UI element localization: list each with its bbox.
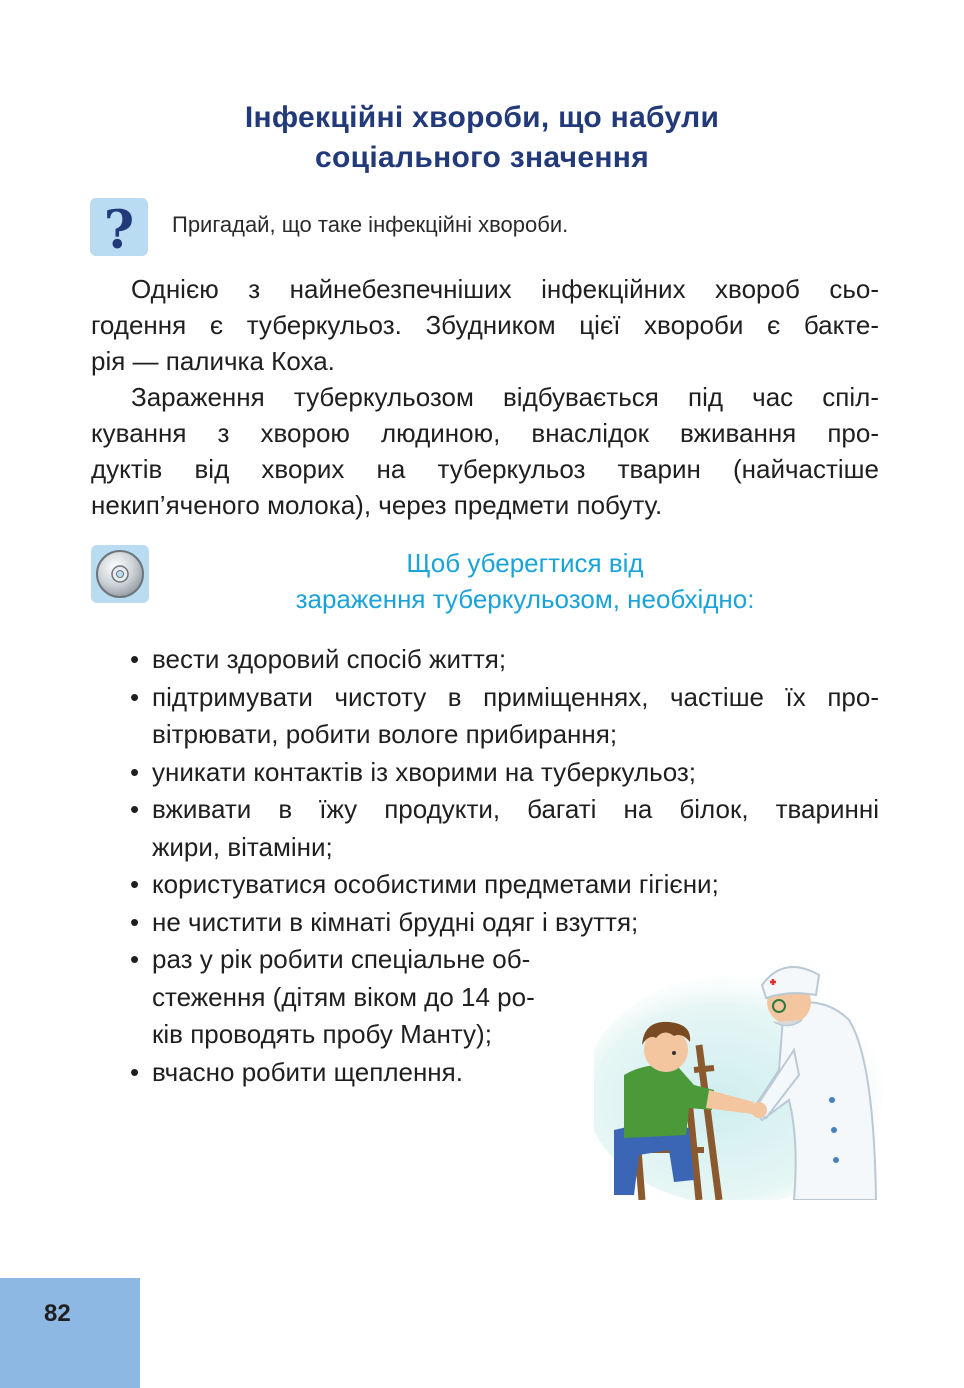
paragraph-tuberculosis-intro [91, 271, 879, 379]
paragraph-line: дуктів від хворих на туберкульоз тварин (найчастіше [91, 454, 879, 484]
list-item [130, 791, 879, 866]
page-number-box [0, 1278, 140, 1388]
list-item-line: стеження (дітям віком до 14 ро- [152, 981, 535, 1012]
paragraph-line: некип’яченого молока), через предмети побуту. [91, 490, 663, 520]
paragraph-infection-ways [91, 379, 879, 523]
paragraph-line: Зараження туберкульозом відбувається під час спіл- [131, 382, 879, 412]
list-item-line: • уникати контактів із хворими на туберкульоз; [152, 756, 697, 787]
subheading-line-1: Щоб уберегтися від [406, 548, 644, 578]
list-item-line: жири, вітаміни; [152, 831, 333, 862]
list-item-line: • вчасно робити щеплення. [152, 1056, 463, 1087]
list-item [130, 641, 879, 679]
subheading [0, 545, 964, 617]
list-item-line: ків проводять пробу Манту); [152, 1019, 492, 1049]
paragraph-line: кування з хворою людиною, внаслідок вживання про- [91, 418, 879, 448]
list-item-line: • раз у рік робити спеціальне об- [152, 944, 531, 974]
list-item-line: • користуватися особистими предметами гігієни; [152, 869, 719, 899]
list-item-line: • вживати в їжу продукти, багаті на білок, тваринні [152, 794, 879, 824]
paragraph-line: Однією з найнебезпечніших інфекційних хвороб сьо- [131, 274, 879, 304]
list-item-line: • не чистити в кімнаті брудні одяг і взуття; [152, 906, 639, 937]
title-line-1: Інфекційні хвороби, що набули [244, 101, 720, 134]
list-item-line: • вести здоровий спосіб життя; [152, 644, 507, 674]
list-item [130, 904, 879, 942]
list-item-line: вітрювати, робити вологе прибирання; [152, 719, 618, 749]
question-mark-icon [90, 198, 148, 256]
doctor-vaccinating-boy-illustration [594, 950, 894, 1200]
question-text: Пригадай, що таке інфекційні хвороби. [172, 212, 569, 237]
page-number: 82 [44, 1300, 71, 1327]
list-item [130, 941, 592, 1054]
paragraph-line: рія — паличка Коха. [91, 346, 335, 376]
svg-text:?: ? [103, 200, 135, 256]
subheading-line-2: зараження туберкульозом, необхідно: [295, 584, 755, 614]
paragraph-line: годення є туберкульоз. Збудником цієї хвороби є бакте- [91, 310, 879, 340]
list-item [130, 754, 879, 792]
list-item [130, 866, 879, 904]
list-item [130, 679, 879, 754]
page-title [0, 98, 964, 178]
title-line-2: соціального значення [315, 141, 649, 174]
list-item-line: • підтримувати чистоту в приміщеннях, частіше їх про- [152, 681, 879, 712]
